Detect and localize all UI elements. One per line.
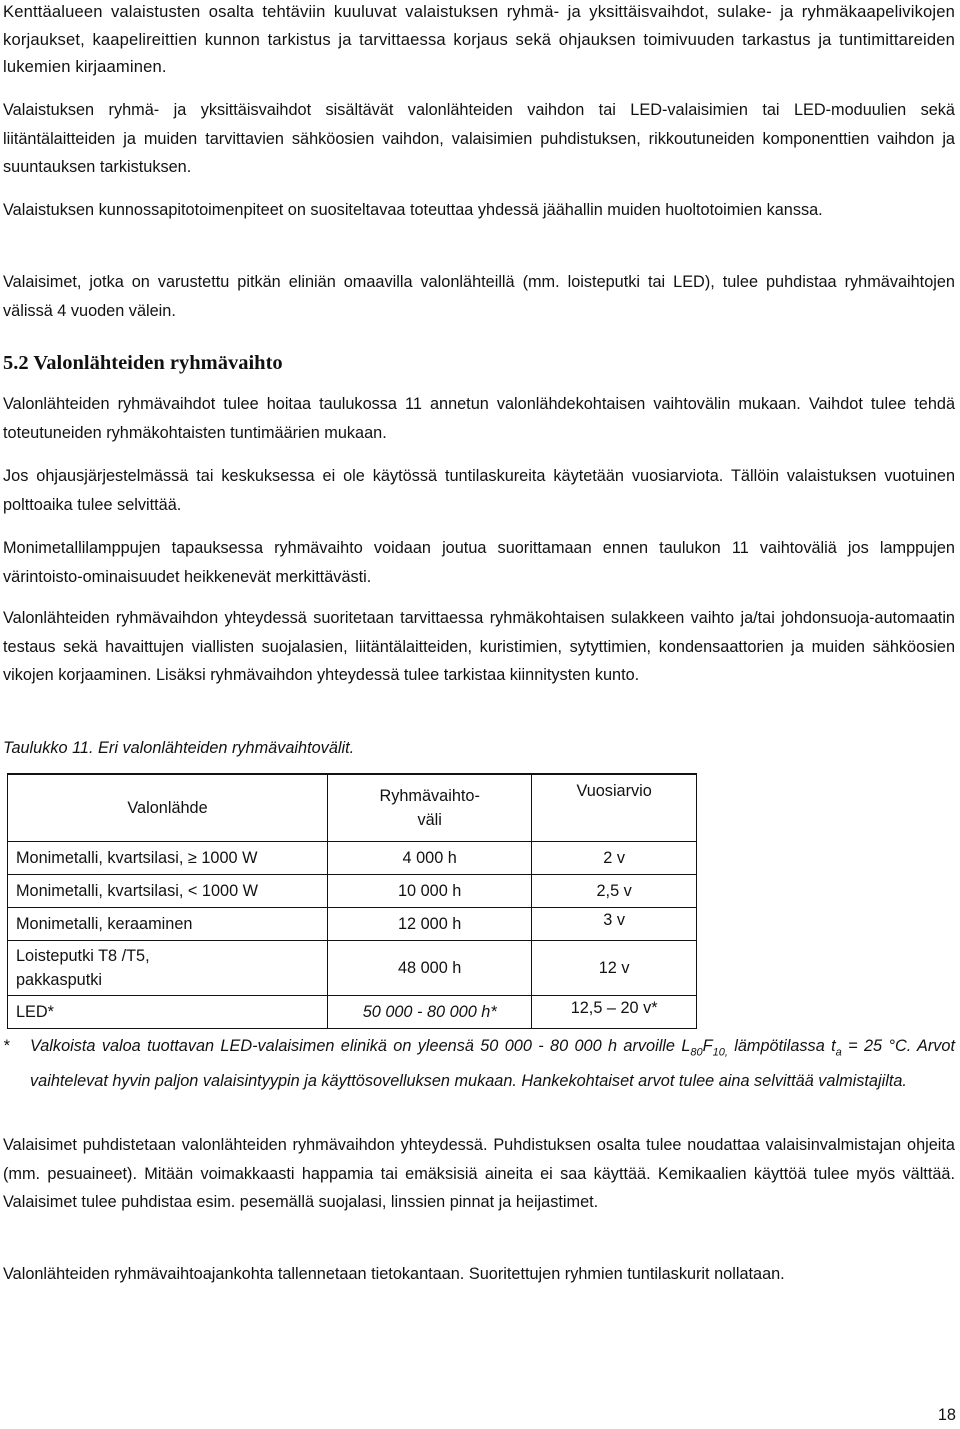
footnote-text <box>30 1032 955 1095</box>
replacement-interval-table <box>7 773 697 1029</box>
paragraph-cleaning-interval: Valaisimet, jotka on varustettu pitkän eliniän omaavilla valonlähteillä (mm. loisteputki tai LED), tulee puhdistaa ryhmävaihtojen välissä 4 vuoden välein. <box>3 273 955 320</box>
cell-interval: 50 000 - 80 000 h* <box>328 996 532 1029</box>
cell-annual-estimate: 2 v <box>532 842 697 875</box>
cell-interval: 4 000 h <box>328 842 532 875</box>
table-row <box>8 941 697 996</box>
cell-interval: 10 000 h <box>328 875 532 908</box>
table-row <box>8 996 697 1029</box>
cell-annual-estimate: 3 v <box>532 908 697 941</box>
paragraph-maintenance-timing: Valaistuksen kunnossapitotoimenpiteet on suositeltavaa toteuttaa yhdessä jäähallin muiden huoltotoimien kanssa. <box>3 201 823 219</box>
header-annual-estimate: Vuosiarvio <box>532 774 697 842</box>
paragraph-replacement-schedule: Valonlähteiden ryhmävaihdot tulee hoitaa taulukossa 11 annetun valonlähdekohtaisen vaihtovälin mukaan. Vaihdot tulee tehdä toteutuneiden ryhmäkohtaisten tuntimäärien mukaan. <box>3 395 955 442</box>
footnote-subscript: 10, <box>712 1046 728 1059</box>
table-row <box>8 875 697 908</box>
footnote-subscript: a <box>835 1046 842 1059</box>
cell-light-source: Monimetalli, kvartsilasi, ≥ 1000 W <box>8 842 328 875</box>
paragraph-fuse-checks: Valonlähteiden ryhmävaihdon yhteydessä suoritetaan tarvittaessa ryhmäkohtaisen sulakkeen vaihto ja/tai johdonsuoja-automaatin testaus sekä havaittujen viallisten suojalasien, liitäntälaitteiden, kuristimien, sytyttimien, kondensaattorien ja muiden sähköosien vikojen korjaaminen. Lisäksi ryhmävaihdon yhteydessä tulee tarkistaa kiinnitysten kunto. <box>3 609 955 685</box>
table-header-row <box>8 774 697 842</box>
page-number: 18 <box>937 1406 956 1424</box>
footnote-text-part: lämpötilassa t <box>727 1037 836 1055</box>
paragraph-group-replacements: Valaistuksen ryhmä- ja yksittäisvaihdot sisältävät valonlähteiden vaihdon tai LED-valaisimien tai LED-moduulien sekä liitäntälaitteiden ja muiden tarvittavien sähköosien vaihdon, valaisimien puhdistuksen, rikkoutuneiden komponenttien vaihdon ja suuntauksen tarkistuksen. <box>3 101 955 177</box>
footnote-subscript: 80 <box>690 1046 703 1059</box>
cell-annual-estimate: 12,5 – 20 v* <box>532 996 697 1029</box>
cell-light-source: Monimetalli, kvartsilasi, < 1000 W <box>8 875 328 908</box>
footnote-text-part: F <box>702 1037 713 1055</box>
footnote-marker: * <box>3 1037 10 1055</box>
footnote-text-part: = 25 °C. Arvot vaihtelevat hyvin paljon valaisintyypin ja käyttösovelluksen mukaan. Hankekohtaiset arvot tulee aina selvittää valmistajilta. <box>30 1037 955 1090</box>
cell-interval: 48 000 h <box>328 941 532 996</box>
table-row <box>8 908 697 941</box>
header-light-source: Valonlähde <box>8 774 328 842</box>
cell-annual-estimate: 12 v <box>532 941 697 996</box>
cell-light-source: Loisteputki T8 /T5, pakkasputki <box>8 941 328 996</box>
cell-light-source: Monimetalli, keraaminen <box>8 908 328 941</box>
cell-light-source: LED* <box>8 996 328 1029</box>
paragraph-annual-estimate: Jos ohjausjärjestelmässä tai keskuksessa ei ole käytössä tuntilaskureita käytetään vuosiarviota. Tällöin valaistuksen vuotuinen polttoaika tulee selvittää. <box>3 467 955 514</box>
footnote-text-part: Valkoista valoa tuottavan LED-valaisimen elinikä on yleensä 50 000 - 80 000 h arvoille L <box>30 1037 691 1055</box>
paragraph-cleaning-instructions: Valaisimet puhdistetaan valonlähteiden ryhmävaihdon yhteydessä. Puhdistuksen osalta tulee noudattaa valaisinvalmistajan ohjeita (mm. pesuaineet). Mitään voimakkaasti happamia tai emäksisiä aineita ei saa käyttää. Kemikaalien käyttöä tulee myös välttää. Valaisimet tulee puhdistaa esim. pesemällä suojalasi, linssien pinnat ja heijastimet. <box>3 1136 955 1212</box>
cell-annual-estimate: 2,5 v <box>532 875 697 908</box>
table-row <box>8 842 697 875</box>
section-heading: 5.2 Valonlähteiden ryhmävaihto <box>3 352 283 374</box>
cell-interval: 12 000 h <box>328 908 532 941</box>
table-footnote <box>3 1032 955 1095</box>
header-interval: Ryhmävaihto- väli <box>328 774 532 842</box>
paragraph-maintenance-tasks: Kenttäalueen valaistusten osalta tehtäviin kuuluvat valaistuksen ryhmä- ja yksittäisvaihdot, sulake- ja ryhmäkaapelivikojen korjaukset, kaapelireittien kunnon tarkistus ja tarvittaessa korjaus sekä ohjauksen toimivuuden tarkastus ja tuntimittareiden lukemien kirjaaminen. <box>3 2 955 76</box>
paragraph-database-record: Valonlähteiden ryhmävaihtoajankohta tallennetaan tietokantaan. Suoritettujen ryhmien tuntilaskurit nollataan. <box>3 1265 785 1283</box>
table-caption: Taulukko 11. Eri valonlähteiden ryhmävaihtovälit. <box>3 739 355 757</box>
paragraph-metal-halide: Monimetallilamppujen tapauksessa ryhmävaihto voidaan joutua suorittamaan ennen taulukon 11 vaihtoväliä jos lamppujen värintoisto-ominaisuudet heikkenevät merkittävästi. <box>3 539 955 586</box>
